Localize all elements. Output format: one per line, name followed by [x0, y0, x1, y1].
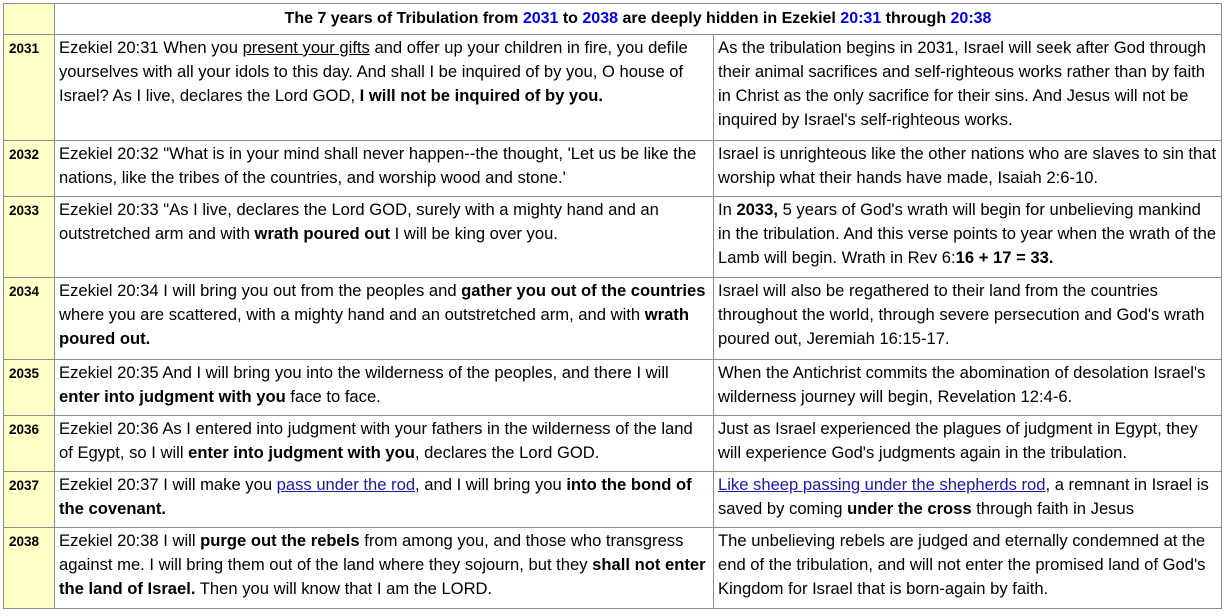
header-row [4, 4, 1222, 35]
verse-cell: Ezekiel 20:37 I will make you pass under the rod, and I will bring you into the bond of the covenant. [55, 472, 714, 528]
bold-phrase: wrath poured out [254, 224, 391, 243]
bold-phrase: enter into judgment with you [188, 443, 415, 462]
year-cell: 2035 [4, 360, 55, 416]
bold-phrase: under the cross [847, 499, 972, 518]
bold-phrase: 16 + 17 = 33. [955, 248, 1054, 267]
commentary-cell: Israel is unrighteous like the other nations who are slaves to sin that worship what their hands have made, Isaiah 2:6-10. [714, 141, 1222, 197]
bold-phrase: 2033, [736, 200, 778, 219]
verse-cell: Ezekiel 20:34 I will bring you out from the peoples and gather you out of the countries where you are scattered, with a mighty hand and an outstretched arm, and with wrath poured out. [55, 278, 714, 360]
pass-under-rod-link[interactable]: pass under the rod [276, 475, 416, 494]
title-text: are deeply hidden in Ezekiel [618, 10, 841, 27]
year-cell: 2036 [4, 416, 55, 472]
commentary-cell: Like sheep passing under the shepherds rod, a remnant in Israel is saved by coming under the cross through faith in Jesus [714, 472, 1222, 528]
header-year-cell [4, 4, 55, 35]
title-start-verse: 20:31 [840, 10, 882, 27]
verse-cell: Ezekiel 20:31 When you present your gifts and offer up your children in fire, you defile yourselves with all your idols to this day. And shall I be inquired of by you, O house of Israel? As I live, declares the Lord GOD, I will not be inquired of by you. [55, 35, 714, 141]
bold-phrase: into the bond of the covenant. [59, 475, 692, 518]
year-cell: 2032 [4, 141, 55, 197]
table-row [4, 197, 1222, 278]
year-cell: 2031 [4, 35, 55, 141]
verse-cell: Ezekiel 20:38 I will purge out the rebels from among you, and those who transgress against me. I will bring them out of the land where they sojourn, but they shall not enter the land of Israel. Then you will know that I am the LORD. [55, 528, 714, 609]
commentary-cell: As the tribulation begins in 2031, Israel will seek after God through their animal sacrifices and self-righteous works rather than by faith in Christ as the only sacrifice for their sins. And Jesus will not be inquired by Israel's self-righteous works. [714, 35, 1222, 141]
title-end-year: 2038 [582, 10, 618, 27]
title-text: to [558, 10, 583, 27]
table-title [55, 4, 1222, 35]
bold-phrase: shall not enter the land of Israel. [59, 555, 706, 598]
title-end-verse: 20:38 [950, 10, 992, 27]
underlined-phrase: present your gifts [242, 38, 370, 57]
commentary-cell: Just as Israel experienced the plagues of judgment in Egypt, they will experience God's judgments again in the tribulation. [714, 416, 1222, 472]
title-text: The 7 years of Tribulation from [284, 10, 523, 27]
year-cell: 2037 [4, 472, 55, 528]
year-cell: 2034 [4, 278, 55, 360]
bold-phrase: I will not be inquired of by you. [359, 86, 604, 105]
commentary-cell: Israel will also be regathered to their land from the countries throughout the world, through severe persecution and God's wrath poured out, Jeremiah 16:15-17. [714, 278, 1222, 360]
bold-phrase: gather you out of the countries [461, 281, 706, 300]
title-text: through [881, 10, 951, 27]
commentary-cell: The unbelieving rebels are judged and eternally condemned at the end of the tribulation, and will not enter the promised land of God's Kingdom for Israel that is born-again by faith. [714, 528, 1222, 609]
bold-phrase: purge out the rebels [200, 531, 360, 550]
table-row [4, 35, 1222, 141]
bold-phrase: wrath poured out. [59, 305, 689, 348]
table-row [4, 528, 1222, 609]
verse-cell: Ezekiel 20:32 "What is in your mind shall never happen--the thought, 'Let us be like the nations, like the tribes of the countries, and worship wood and stone.' [55, 141, 714, 197]
sheep-passing-link[interactable]: Like sheep passing under the shepherds rod [718, 475, 1046, 494]
verse-cell: Ezekiel 20:36 As I entered into judgment with your fathers in the wilderness of the land of Egypt, so I will enter into judgment with you, declares the Lord GOD. [55, 416, 714, 472]
tribulation-table [3, 3, 1222, 609]
table-row [4, 278, 1222, 360]
table-row [4, 472, 1222, 528]
year-cell: 2038 [4, 528, 55, 609]
table-row [4, 360, 1222, 416]
table-row [4, 416, 1222, 472]
bold-phrase: enter into judgment with you [59, 387, 286, 406]
verse-cell: Ezekiel 20:35 And I will bring you into the wilderness of the peoples, and there I will enter into judgment with you face to face. [55, 360, 714, 416]
title-start-year: 2031 [522, 10, 559, 27]
commentary-cell: In 2033, 5 years of God's wrath will begin for unbelieving mankind in the tribulation. And this verse points to year when the wrath of the Lamb will begin. Wrath in Rev 6:16 + 17 = 33. [714, 197, 1222, 278]
year-cell: 2033 [4, 197, 55, 278]
commentary-cell: When the Antichrist commits the abomination of desolation Israel's wilderness journey will begin, Revelation 12:4-6. [714, 360, 1222, 416]
verse-cell: Ezekiel 20:33 "As I live, declares the Lord GOD, surely with a mighty hand and an outstretched arm and with wrath poured out I will be king over you. [55, 197, 714, 278]
table-row [4, 141, 1222, 197]
